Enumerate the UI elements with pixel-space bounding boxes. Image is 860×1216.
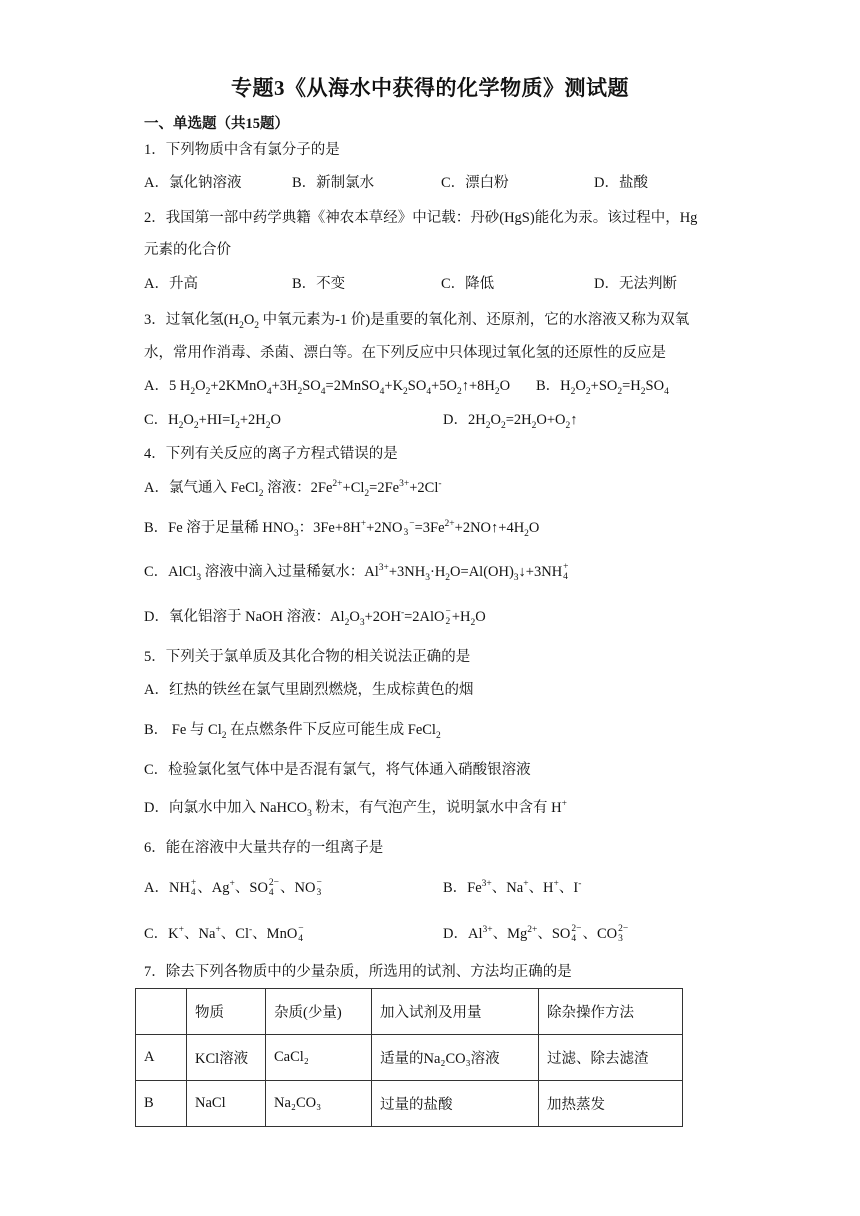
table-cell: KCl溶液 bbox=[187, 1035, 266, 1081]
question-5: 5．下列关于氯单质及其化合物的相关说法正确的是 bbox=[144, 649, 471, 665]
question-3-line-2: 水，常用作消毒、杀菌、漂白等。在下列反应中只体现过氧化氢的还原性的反应是 bbox=[144, 345, 666, 361]
q6-option-a: A．NH + 4 、Ag+、SO 2− 4 、NO − 3 bbox=[144, 878, 322, 898]
table-header-cell bbox=[136, 989, 187, 1035]
table-row bbox=[136, 1081, 683, 1127]
q3-option-a: A．5 $H_2O_2+2KMnO_4+3H_2SO_4=2MnSO_4+K_2SO_4+5O_2↑+8H_2O$ bbox=[144, 378, 511, 397]
q6-option-b: B．$Fe^{3+}$、Na+、H+、I- bbox=[443, 879, 582, 896]
table-header-cell: 物质 bbox=[187, 989, 266, 1035]
table-cell: B bbox=[136, 1081, 187, 1127]
q2-option-d: D．无法判断 bbox=[594, 276, 677, 292]
table-cell: Na₂CO₃ bbox=[266, 1081, 372, 1127]
table-cell: A bbox=[136, 1035, 187, 1081]
q2-option-a: A．升高 bbox=[144, 276, 198, 292]
q1-option-b: B．新制氯水 bbox=[292, 175, 375, 191]
q1-option-c: C．漂白粉 bbox=[441, 175, 509, 191]
q5-option-c: C．检验氯化氢气体中是否混有氯气，将气体通入硝酸银溶液 bbox=[144, 762, 531, 778]
table-header-cell: 加入试剂及用量 bbox=[372, 989, 539, 1035]
q6-option-c: C．K+、Na+、Cl-、MnO − 4 bbox=[144, 924, 304, 944]
q5-option-a: A．红热的铁丝在氯气里剧烈燃烧，生成棕黄色的烟 bbox=[144, 682, 474, 698]
q2-option-c: C．降低 bbox=[441, 276, 495, 292]
table-cell: CaCl₂ bbox=[266, 1035, 372, 1081]
table-header-cell: 杂质(少量) bbox=[266, 989, 372, 1035]
table-cell: NaCl bbox=[187, 1081, 266, 1127]
section-heading: 一、单选题（共15题） bbox=[144, 116, 289, 132]
table-cell: 过量的盐酸 bbox=[372, 1081, 539, 1127]
table-cell: 加热蒸发 bbox=[539, 1081, 683, 1127]
q4-option-c: C．AlCl$_3$ 溶液中滴入过量稀氨水：$Al^{3+}+3NH_3\cdot H_2O=Al(OH)_3↓+3NH$ + 4 bbox=[144, 562, 569, 583]
q1-option-d: D．盐酸 bbox=[594, 175, 648, 191]
table-cell: 过滤、除去滤渣 bbox=[539, 1035, 683, 1081]
table-header-cell: 除杂操作方法 bbox=[539, 989, 683, 1035]
q3-option-c: C．$H_2O_2+HI=I_2+2H_2O$ bbox=[144, 412, 282, 431]
q4-option-b: B．Fe 溶于足量稀 $HNO_3$：3Fe+8H++2NO 3 $^-=3Fe^{2+}+2NO↑+4H_2O$ bbox=[144, 519, 540, 539]
question-4: 4．下列有关反应的离子方程式错误的是 bbox=[144, 446, 398, 462]
q3-option-b: B．$H_2O_2+SO_2=H_2SO_4$ bbox=[536, 378, 669, 397]
question-2-line-1: 2．我国第一部中药学典籍《神农本草经》中记载：丹砂(HgS)能化为汞。该过程中，Hg bbox=[144, 210, 698, 226]
q2-option-b: B．不变 bbox=[292, 276, 346, 292]
question-3-line-1: 3．过氧化氢($H_2O_2$ 中氧元素为-1 价)是重要的氧化剂、还原剂，它的水溶液又称为双氧 bbox=[144, 312, 690, 331]
question-7: 7．除去下列各物质中的少量杂质，所选用的试剂、方法均正确的是 bbox=[144, 964, 572, 980]
table-header-row bbox=[136, 989, 683, 1035]
question-2-line-2: 元素的化合价 bbox=[144, 242, 231, 258]
page-title: 专题3《从海水中获得的化学物质》测试题 bbox=[231, 76, 629, 100]
q6-option-d: D．$Al^{3+}$、$Mg^{2+}$、SO 2− 4 、CO 2− 3 bbox=[443, 924, 629, 944]
table-cell: 适量的Na₂CO₃溶液 bbox=[372, 1035, 539, 1081]
q3-option-d: D．$2H_2O_2=2H_2O+O_2↑$ bbox=[443, 412, 578, 431]
q4-option-d: D．氧化铝溶于 NaOH 溶液：$Al_2O_3+2OH^-=2AlO$ − 2 $+H_2O$ bbox=[144, 607, 486, 628]
question-1: 1．下列物质中含有氯分子的是 bbox=[144, 142, 340, 158]
question-6: 6．能在溶液中大量共存的一组离子是 bbox=[144, 840, 384, 856]
impurity-table bbox=[135, 988, 683, 1127]
q5-option-b: B． Fe 与 $Cl_2$ 在点燃条件下反应可能生成 FeCl$_2$ bbox=[144, 722, 441, 741]
table-row bbox=[136, 1035, 683, 1081]
q1-option-a: A．氯化钠溶液 bbox=[144, 175, 242, 191]
q4-option-a: A．氯气通入 FeCl$_2$ 溶液：$2Fe^{2+}+Cl_2=2Fe^{3+}+2Cl^-$ bbox=[144, 479, 442, 499]
q5-option-d: D．向氯水中加入 NaHCO$_3$ 粉末，有气泡产生，说明氯水中含有 H+ bbox=[144, 799, 567, 819]
